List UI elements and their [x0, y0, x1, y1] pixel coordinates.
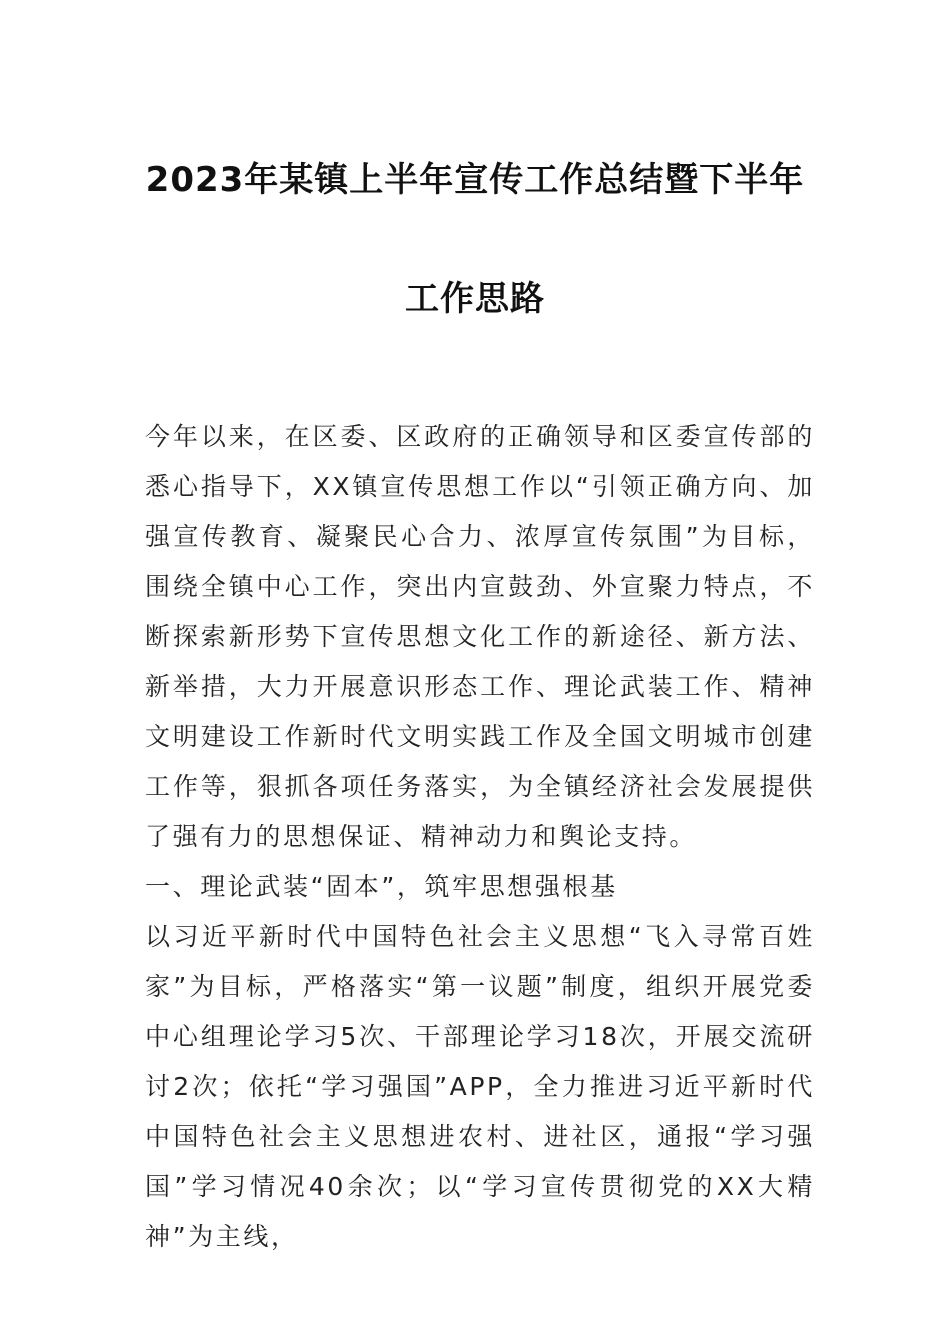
section-1-paragraph: 以习近平新时代中国特色社会主义思想“飞入寻常百姓家”为目标，严格落实“第一议题”制度，组织开展党委中心组理论学习5次、干部理论学习18次，开展交流研讨2次；依托“学习强国”APP，全力推进习近平新时代中国特色社会主义思想进农村、进社区，通报“学习强国”学习情况40余次；以“学习宣传贯彻党的XX大精神”为主线，: [145, 922, 815, 1251]
document-title-line-1: 2023年某镇上半年宣传工作总结暨下半年: [145, 160, 805, 200]
section-1-heading: 一、理论武装“固本”，筑牢思想强根基: [145, 872, 618, 901]
intro-paragraph: 今年以来，在区委、区政府的正确领导和区委宣传部的悉心指导下，XX镇宣传思想工作以“引领正确方向、加强宣传教育、凝聚民心合力、浓厚宣传氛围”为目标，围绕全镇中心工作，突出内宣鼓劲、外宣聚力特点，不断探索新形势下宣传思想文化工作的新途径、新方法、新举措，大力开展意识形态工作、理论武装工作、精神文明建设工作新时代文明实践工作及全国文明城市创建工作等，狠抓各项任务落实，为全镇经济社会发展提供了强有力的思想保证、精神动力和舆论支持。: [145, 422, 815, 851]
document-title-line-2: 工作思路: [405, 279, 545, 319]
document-body: [145, 412, 815, 1262]
